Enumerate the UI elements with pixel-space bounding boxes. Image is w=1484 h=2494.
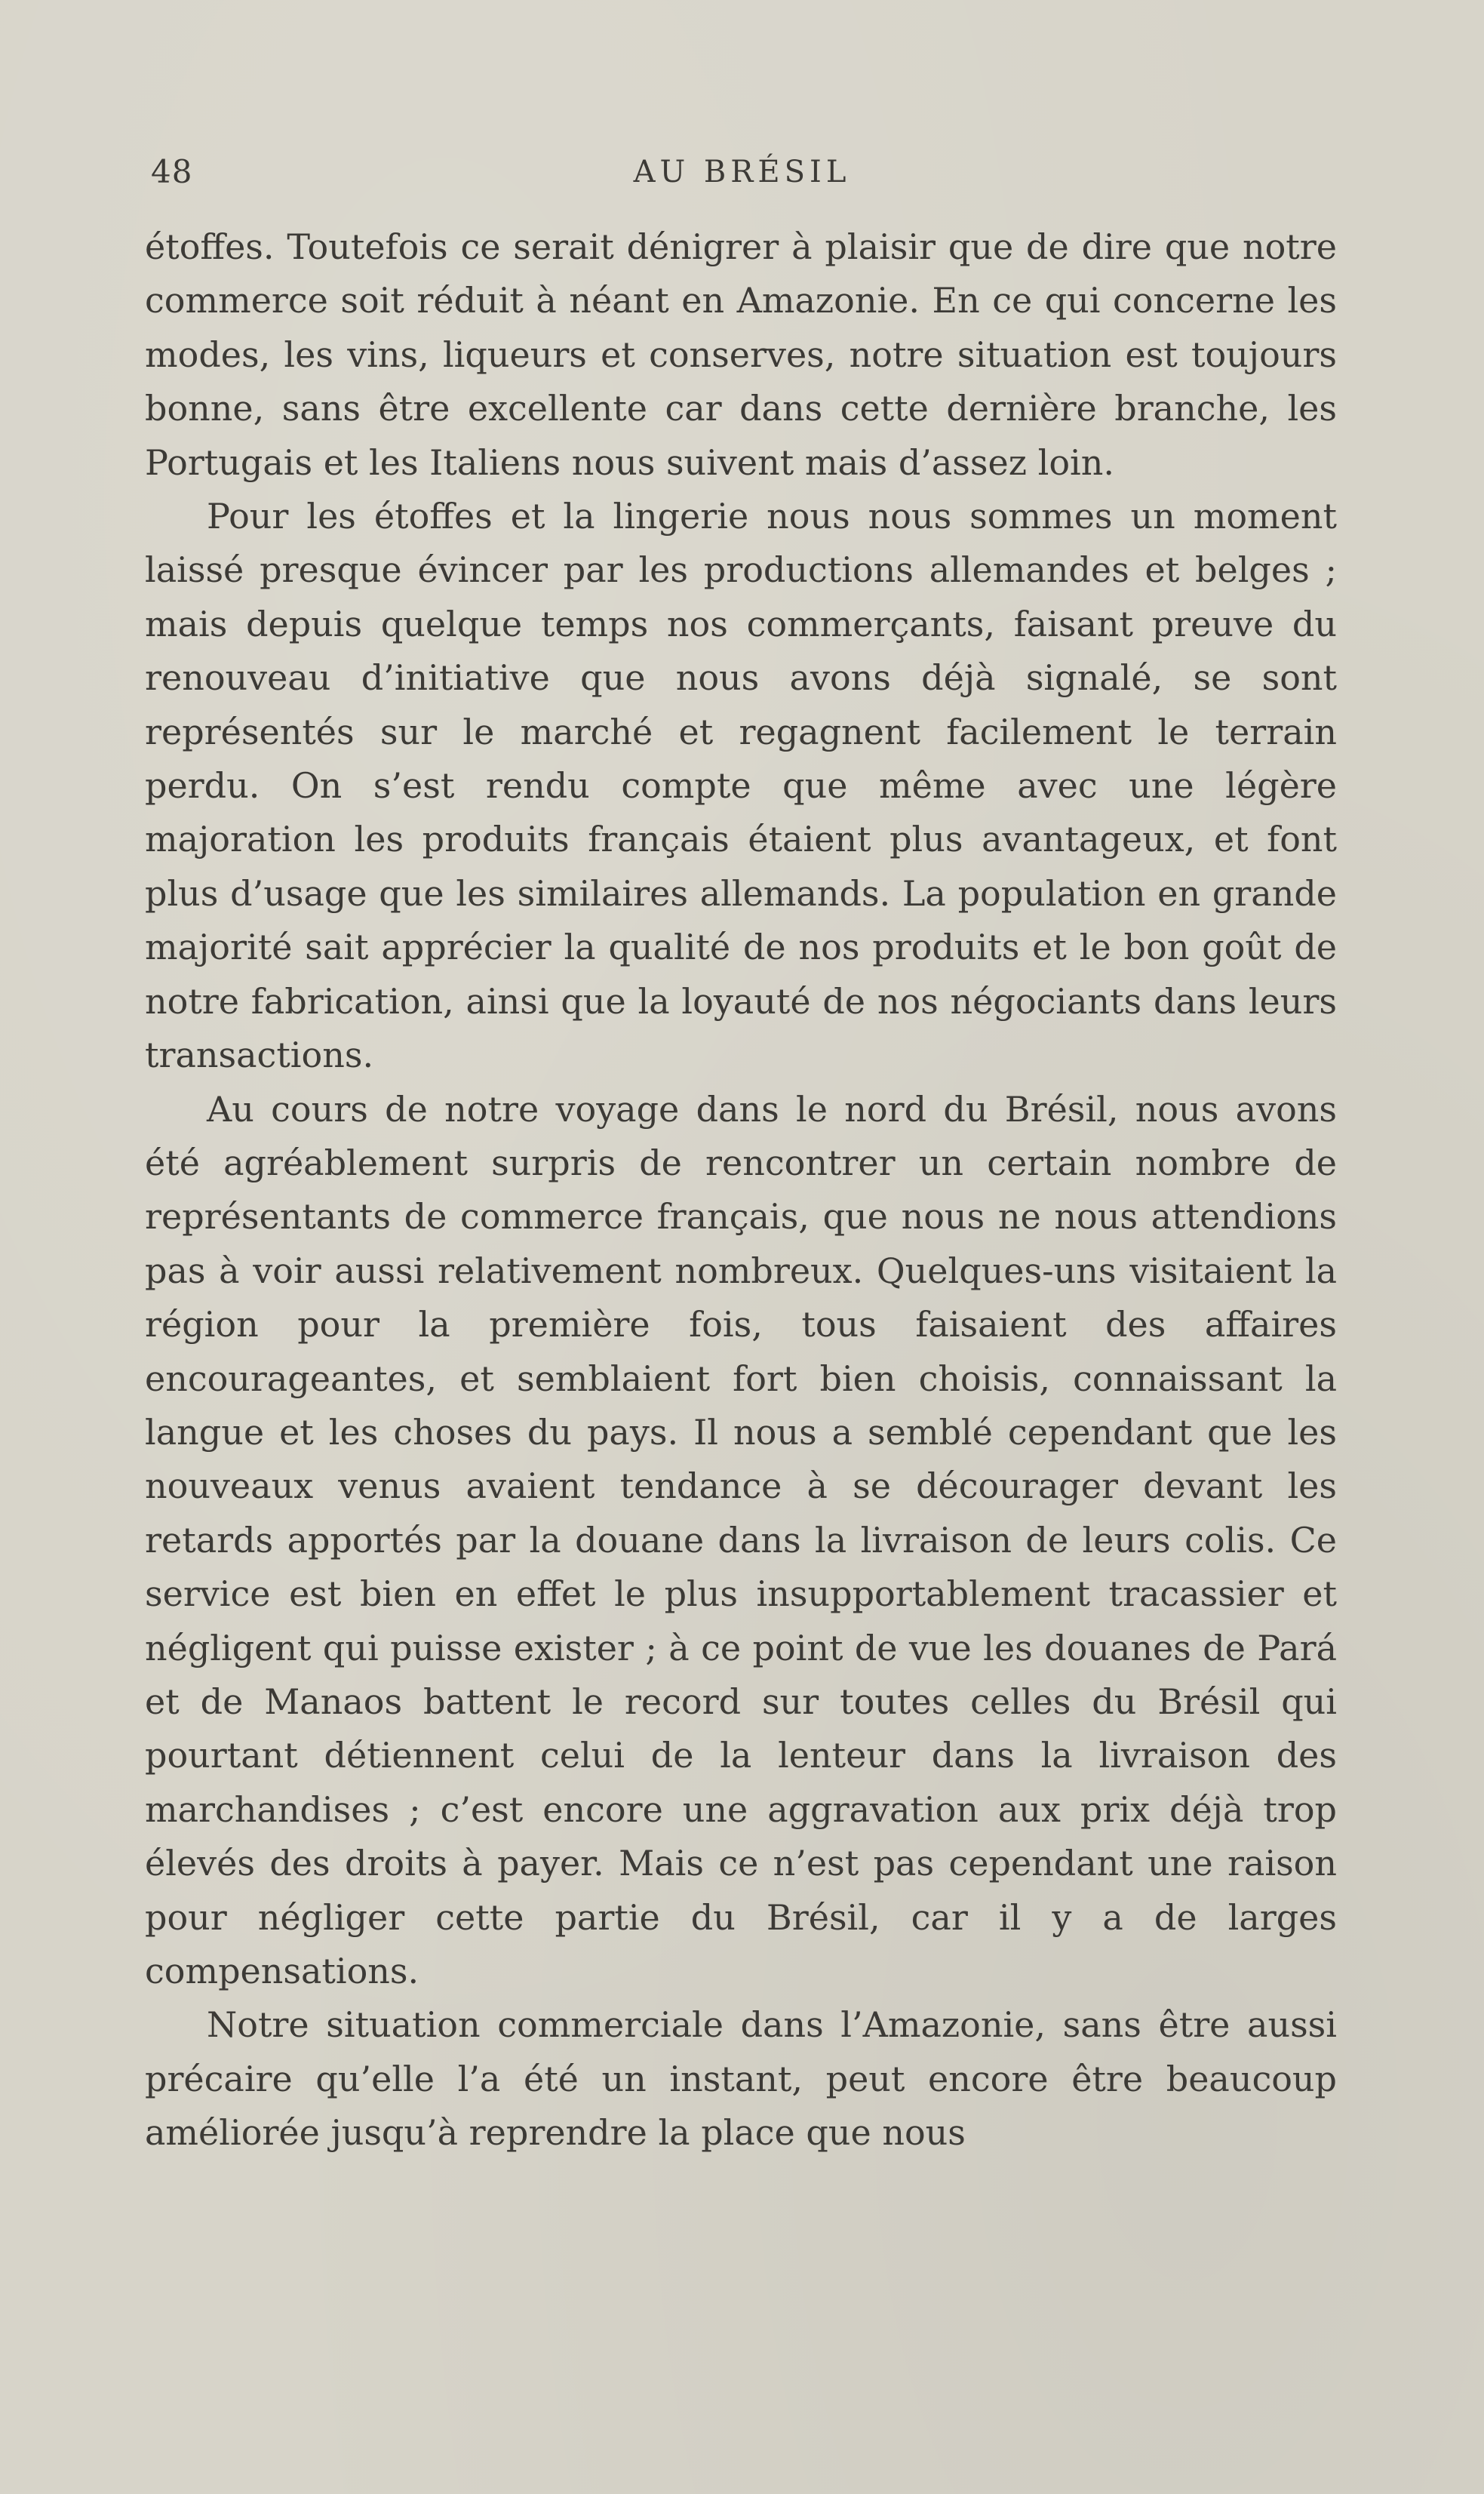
paragraph: Notre situation commerciale dans l’Amazonie, sans être aussi précaire qu’elle l’a été un instant, peut encore être beaucoup améliorée jusqu’à reprendre la place que nous [145, 2004, 1337, 2154]
running-title: AU BRÉSIL [633, 155, 851, 189]
page-number: 48 [151, 153, 193, 190]
page-header [151, 149, 1333, 195]
paragraph: Au cours de notre voyage dans le nord du Brésil, nous avons été agréablement surpris de rencontrer un certain nombre de représentants de commerce français, que nous ne nous attendions pas à voir aussi relativement nombreux. Quelques-uns visitaient la région pour la première fois, tous faisaient des affaires encourageantes, et semblaient fort bien choisis, connaissant la langue et les choses du pays. Il nous a semblé cependant que les nouveaux venus avaient tendance à se décourager devant les retards apportés par la douane dans la livraison de leurs colis. Ce service est bien en effet le plus insupportablement tracassier et négligent qui puisse exister ; à ce point de vue les douanes de Pará et de Manaos battent le record sur toutes celles du Brésil qui pourtant détiennent celui de la lenteur dans la livraison des marchandises ; c’est encore une aggravation aux prix déjà trop élevés des droits à payer. Mais ce n’est pas cependant une raison pour négliger cette partie du Brésil, car il y a de larges compensations. [145, 1088, 1337, 1991]
paragraph: Pour les étoffes et la lingerie nous nous sommes un moment laissé presque évincer par les productions allemandes et belges ; mais depuis quelque temps nos commerçants, faisant preuve du renouveau d’initiative que nous avons déjà signalé, se sont représentés sur le marché et regagnent facilement le terrain perdu. On s’est rendu compte que même avec une légère majoration les produits français étaient plus avantageux, et font plus d’usage que les similaires allemands. La population en grande majorité sait apprécier la qualité de nos produits et le bon goût de notre fabrication, ainsi que la loyauté de nos négociants dans leurs transactions. [145, 496, 1337, 1076]
body-text [145, 220, 1337, 2160]
paragraph-continuation: étoffes. Toutefois ce serait dénigrer à plaisir que de dire que notre commerce soit réduit à néant en Amazonie. En ce qui concerne les modes, les vins, liqueurs et conserves, notre situation est toujours bonne, sans être excellente car dans cette dernière branche, les Portugais et les Italiens nous suivent mais d’assez loin. [145, 226, 1337, 483]
